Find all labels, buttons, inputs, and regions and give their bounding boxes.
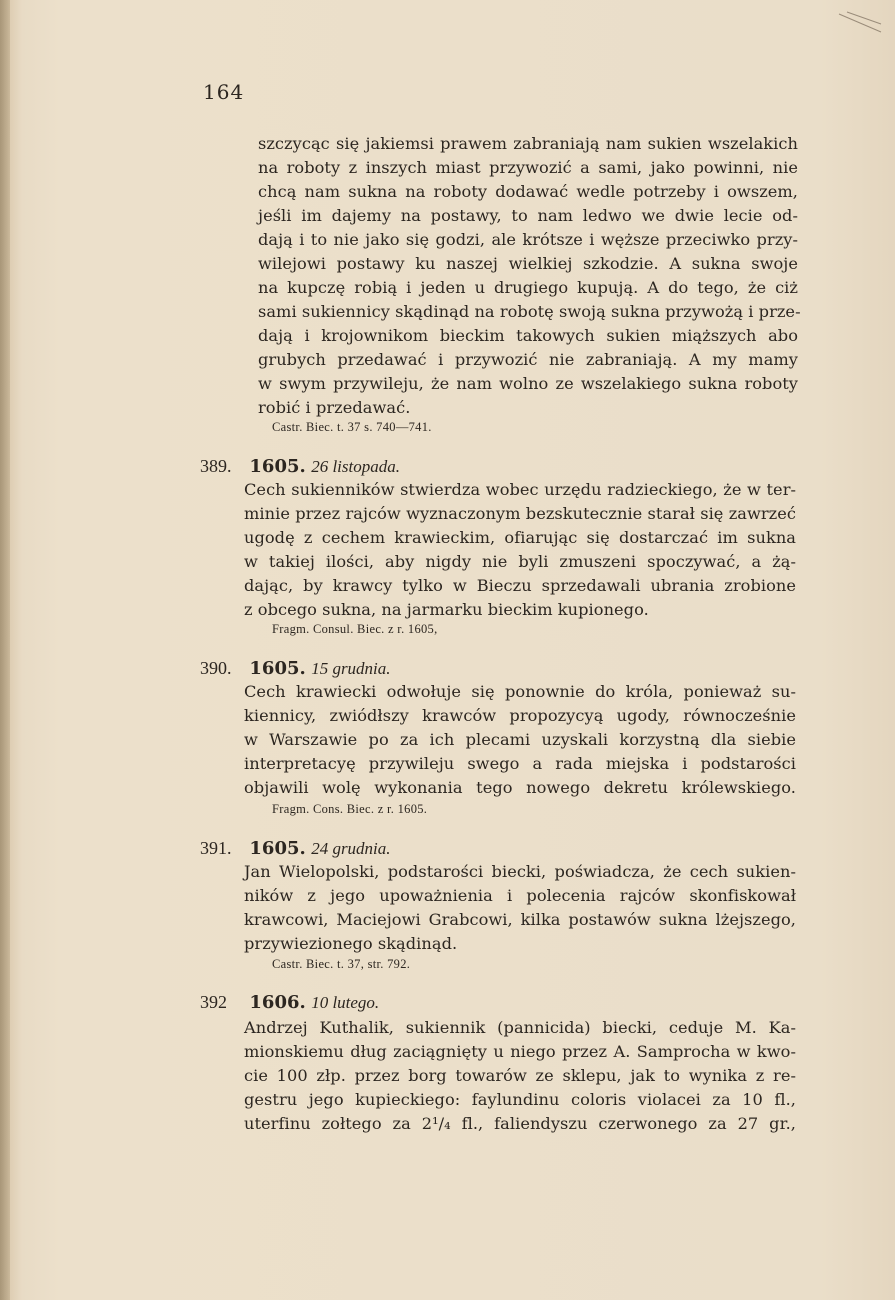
text-line: dają i to nie jako się godzi, ale krótsze i węższe przeciwko przy- [258, 230, 798, 249]
text-line: cie 100 złp. przez borg towarów ze sklepu, jak to wynika z re- [244, 1066, 796, 1085]
text-line: robić i przedawać. [258, 398, 411, 417]
text-line: Jan Wielopolski, podstarości biecki, poświadcza, że cech sukien- [244, 862, 796, 881]
text-line: chcą nam sukna na roboty dodawać wedle potrzeby i owszem, [258, 182, 798, 201]
corner-pencil-mark [837, 10, 883, 36]
text-line: interpretacyę przywileju swego a rada miejska i podstarości [244, 754, 796, 773]
text-line: w swym przywileju, że nam wolno ze wszelakiego sukna roboty [258, 374, 798, 393]
text-line: Cech sukienników stwierdza wobec urzędu radzieckiego, że w ter- [244, 480, 796, 499]
text-line: dając, by krawcy tylko w Bieczu sprzedawali ubrania zrobione [244, 576, 796, 595]
entry-year: 1606. [249, 992, 306, 1013]
text-line: wilejowi postawy ku naszej wielkiej szkodzie. A sukna swoje [258, 254, 798, 273]
entry-number: 391. [200, 838, 232, 858]
entry-number: 390. [200, 658, 232, 678]
text-line: w takiej ilości, aby nigdy nie byli zmuszeni spoczywać, a żą- [244, 552, 796, 571]
text-line: ników z jego upoważnienia i polecenia rajców skonfiskował [244, 886, 796, 905]
source-citation: Castr. Biec. t. 37 s. 740—741. [272, 420, 432, 434]
text-line: Cech krawiecki odwołuje się ponownie do króla, ponieważ su- [244, 682, 796, 701]
entry-number: 389. [200, 456, 232, 476]
entry-number: 392 [200, 992, 227, 1012]
entry-date: 26 listopada. [311, 457, 400, 476]
text-line: z obcego sukna, na jarmarku bieckim kupionego. [244, 600, 649, 619]
text-line: minie przez rajców wyznaczonym bezskutecznie starał się zawrzeć [244, 504, 796, 523]
text-line: w Warszawie po za ich plecami uzyskali korzystną dla siebie [244, 730, 796, 749]
entry-year: 1605. [249, 658, 306, 679]
entry-date: 15 grudnia. [311, 659, 391, 678]
entry-date: 10 lutego. [311, 993, 380, 1012]
text-line: ugodę z cechem krawieckim, ofiarując się dostarczać im sukna [244, 528, 796, 547]
text-line: kiennicy, zwiódłszy krawców propozycyą ugody, równocześnie [244, 706, 796, 725]
text-line: grubych przedawać i przywozić nie zabraniają. A my mamy [258, 350, 798, 369]
page-number: 164 [203, 80, 245, 104]
text-line: szczycąc się jakiemsi prawem zabraniają nam sukien wszelakich [258, 134, 798, 153]
entry-date: 24 grudnia. [311, 839, 391, 858]
source-citation: Castr. Biec. t. 37, str. 792. [272, 957, 411, 971]
text-line: na roboty z inszych miast przywozić a sami, jako powinni, nie [258, 158, 798, 177]
text-line: dają i krojownikom bieckim takowych sukien miąższych abo [258, 326, 798, 345]
entry-year: 1605. [249, 456, 306, 477]
source-citation: Fragm. Consul. Biec. z r. 1605, [272, 622, 438, 636]
entry-heading [200, 990, 379, 1015]
text-line: jeśli im dajemy na postawy, to nam ledwo we dwie lecie od- [258, 206, 798, 225]
text-line: objawili wolę wykonania tego nowego dekretu królewskiego. [244, 778, 796, 797]
entry-heading [200, 656, 391, 681]
text-line: sami sukiennicy skądinąd na robotę swoją sukna przywożą i prze- [258, 302, 801, 321]
text-line: przywiezionego skądinąd. [244, 934, 458, 953]
text-line: mionskiemu dług zaciągnięty u niego przez A. Samprocha w kwo- [244, 1042, 796, 1061]
entry-year: 1605. [249, 838, 306, 859]
entry-heading [200, 454, 400, 479]
text-line: Andrzej Kuthalik, sukiennik (pannicida) biecki, ceduje M. Ka- [244, 1018, 796, 1037]
text-line: krawcowi, Maciejowi Grabcowi, kilka postawów sukna lżejszego, [244, 910, 796, 929]
text-line: uterfinu zołtego za 2¹/₄ fl., faliendyszu czerwonego za 27 gr., [244, 1114, 796, 1133]
text-line: gestru jego kupieckiego: faylundinu coloris violacei za 10 fl., [244, 1090, 796, 1109]
source-citation: Fragm. Cons. Biec. z r. 1605. [272, 802, 428, 816]
entry-heading [200, 836, 391, 861]
text-line: na kupczę robią i jeden u drugiego kupują. A do tego, że ciż [258, 278, 798, 297]
page-binding-edge [0, 0, 10, 1300]
